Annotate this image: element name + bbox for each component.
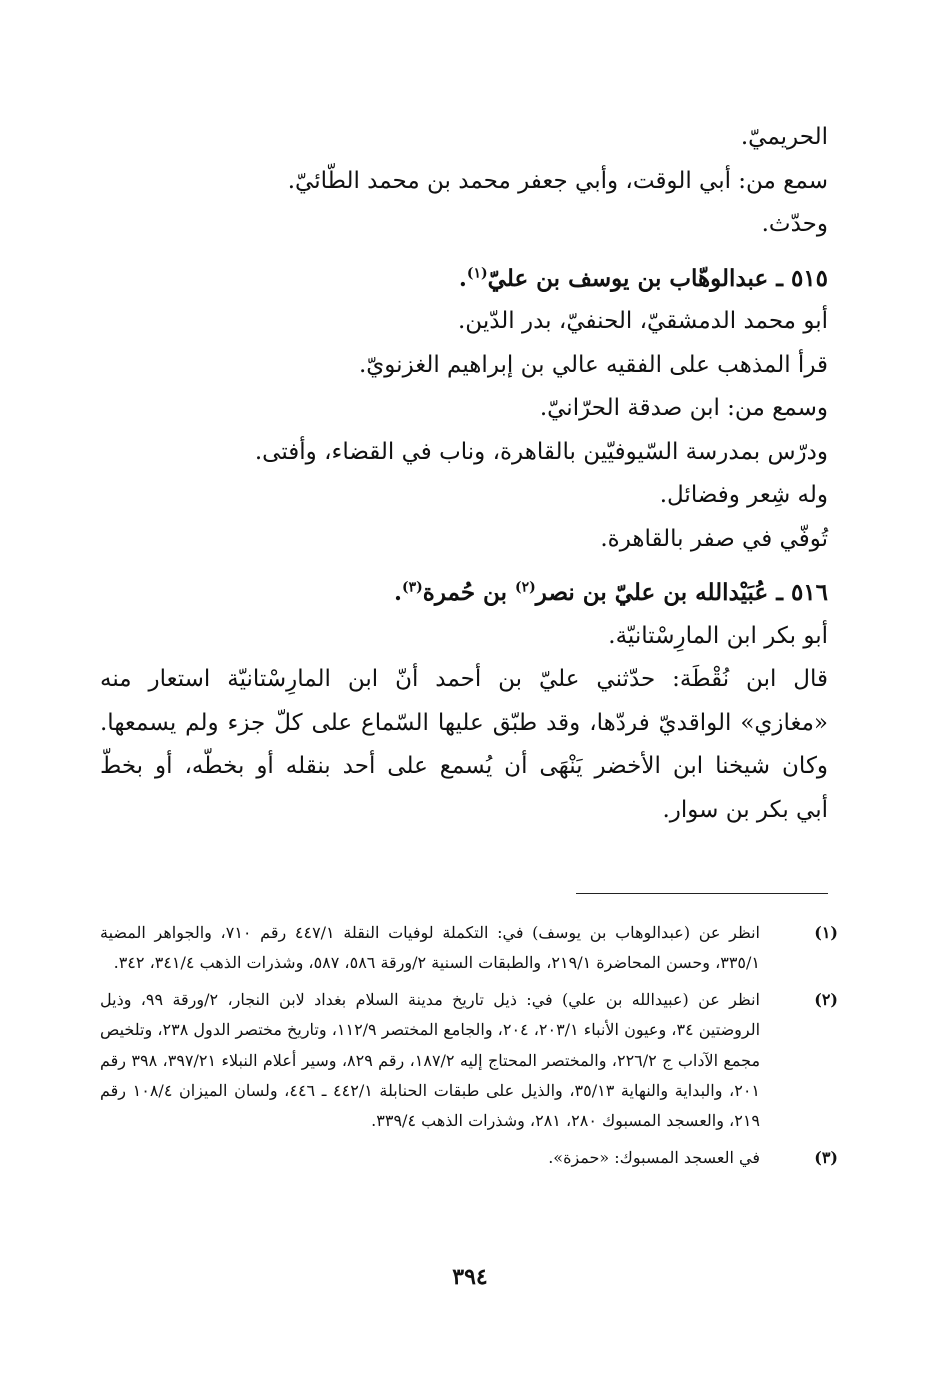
text-line: وله شِعر وفضائل. <box>659 482 828 508</box>
text-line: تُوفّي في صفر بالقاهرة. <box>600 525 828 552</box>
text-line: وحدّث. <box>761 211 828 237</box>
text-line: ودرّس بمدرسة السّيوفيّين بالقاهرة، وناب في القضاء، وأفتى. <box>254 438 828 465</box>
entry-heading-516 <box>100 571 828 615</box>
text-line: أبو محمد الدمشقيّ، الحنفيّ، بدر الدّين. <box>458 308 828 334</box>
text-line: قرأ المذهب على الفقيه عالي بن إبراهيم الغزنويّ. <box>358 351 828 378</box>
text-line: وكان شيخنا ابن الأخضر يَنْهَى أن يُسمع على أحد بنقله أو بخطّه، أو بخطّ <box>100 753 828 779</box>
footnote-ref: (٢) <box>514 579 536 596</box>
footnote-text: في العسجد المسبوك: «حمزة». <box>548 1147 760 1167</box>
text-line: أبو بكر ابن المارِسْتانيّة. <box>608 622 828 649</box>
entry-title-end: . <box>458 264 467 292</box>
text-line: وسمع من: ابن صدقة الحرّانيّ. <box>539 395 828 421</box>
entry-title-cont: بن حُمرة <box>422 579 515 606</box>
text-line: الحريميّ. <box>740 124 828 150</box>
footnote-ref: (١) <box>466 264 488 281</box>
footnote-1 <box>100 918 838 979</box>
main-text <box>100 116 828 832</box>
text-line: أبي بكر بن سوار. <box>662 796 828 823</box>
footnotes <box>100 918 838 1179</box>
text-line: قال ابن نُقْطَة: حدّثني عليّ بن أحمد أنّ ابن المارِسْتانيّة استعار منه <box>100 666 828 692</box>
footnote-2 <box>100 985 838 1137</box>
footnote-number: (٢) <box>814 989 838 1009</box>
text-line: سمع من: أبي الوقت، وأبي جعفر محمد بن محمد الطّائيّ. <box>287 167 828 194</box>
footnote-3 <box>100 1143 838 1173</box>
footnote-text: انظر عن (عبيدالله بن علي) في: ذيل تاريخ مدينة السلام بغداد لابن النجار، ٢/ورقة ٩٩، وذيل الروضتين ٣٤، وعيون الأنباء ٢٠٣/١، ٢٠٤، والجامع المختصر ١١٢/٩، وتاريخ مختصر الدول ٢٣٨، وتلخيص مجمع الآداب ج ٢٢٦/٢، والمختصر المحتاج إليه ١٨٧/٢، رقم ٨٢٩، وسير أعلام النبلاء ٣٩٧/٢١، ٣٩٨ رقم ٢٠١، والبداية والنهاية ٣٥/١٣، والذيل على طبقات الحنابلة ٤٤٢/١ ـ ٤٤٦، ولسان الميزان ١٠٨/٤ رقم ٢١٩، والعسجد المسبوك ٢٨٠، ٢٨١، وشذرات الذهب ٣٣٩/٤. <box>100 989 761 1131</box>
text-line: «مغازي» الواقديّ فردّها، وقد طبّق عليها السّماع على كلّ جزء ولم يسمعها. <box>100 709 828 736</box>
footnote-ref: (٣) <box>402 579 423 596</box>
footnote-number: (٣) <box>814 1147 838 1167</box>
entry-heading-515 <box>100 257 828 301</box>
entry-title-end: . <box>394 579 403 606</box>
footnote-separator <box>576 893 828 894</box>
entry-title: ٥١٥ ـ عبدالوهّاب بن يوسف بن عليّ <box>487 264 828 292</box>
entry-title: ٥١٦ ـ عُبَيْدالله بن عليّ بن نصر <box>535 579 828 606</box>
footnote-number: (١) <box>814 923 838 942</box>
footnote-text: انظر عن (عبدالوهاب بن يوسف) في: التكملة لوفيات النقلة ٤٤٧/١ رقم ٧١٠، والجواهر المضية ٣٣٥/١، وحسن المحاضرة ٢١٩/١، والطبقات السنية ٢/ورقة ٥٨٦، ٥٨٧، وشذرات الذهب ٣٤١/٤، ٣٤٢. <box>100 923 760 973</box>
page-number: ٣٩٤ <box>452 1264 488 1290</box>
